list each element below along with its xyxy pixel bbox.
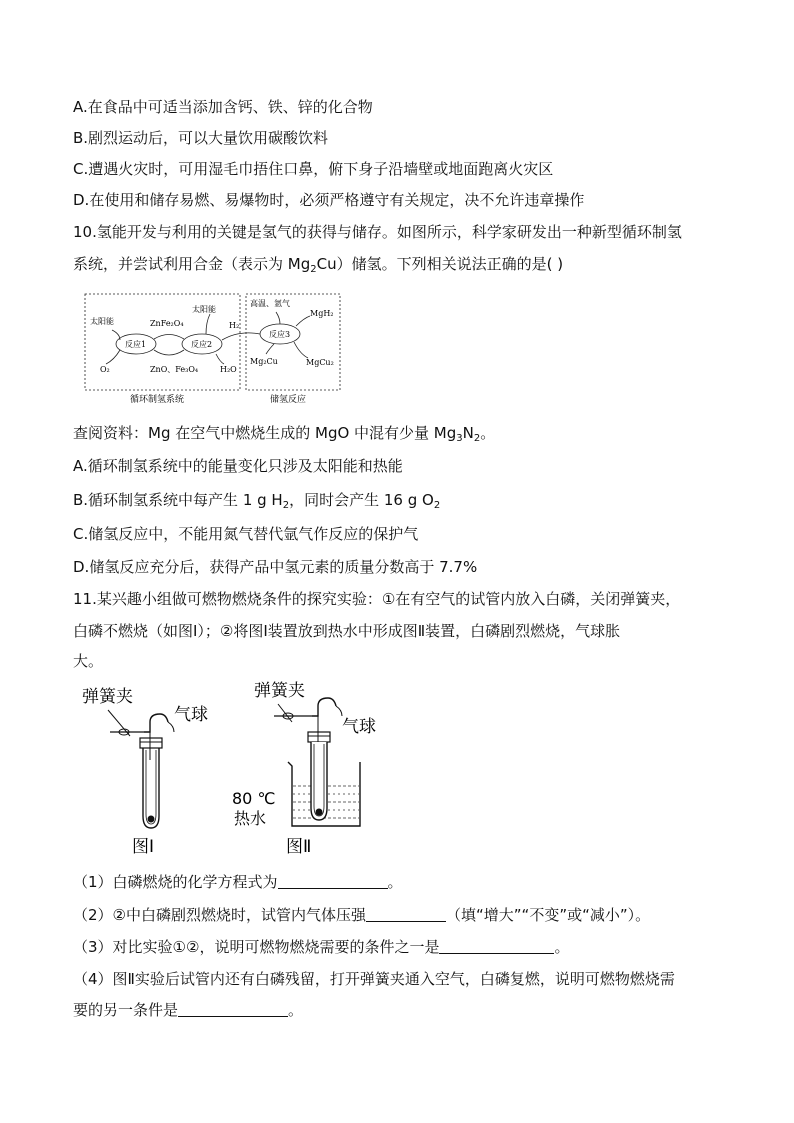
fig2-temperature-label: 80 ℃ xyxy=(232,789,276,808)
znfe2o4-label: ZnFe₂O₄ xyxy=(150,319,184,328)
o2-label: O₂ xyxy=(100,365,110,374)
q11-part4-line2: 要的另一条件是 。 xyxy=(73,1001,304,1019)
zno-fe3o4-label: ZnO、Fe₃O₄ xyxy=(150,365,199,374)
solar-label-2: 太阳能 xyxy=(192,305,216,314)
q9-option-a: A.在食品中可适当添加含钙、铁、锌的化合物 xyxy=(73,98,373,116)
q10-stem-line1: 10.氢能开发与利用的关键是氢气的获得与储存。如图所示，科学家研发出一种新型循环制氢 xyxy=(73,223,682,241)
q9-option-b: B.剧烈运动后，可以大量饮用碳酸饮料 xyxy=(73,129,329,147)
hydrogen-cycle-diagram xyxy=(84,292,344,404)
q11-stem-line3: 大。 xyxy=(73,652,104,670)
fig1-white-phosphorus xyxy=(148,816,155,823)
q9-option-c: C.遭遇火灾时，可用湿毛巾捂住口鼻，俯下身子沿墙壁或地面跑离火灾区 xyxy=(73,160,554,178)
cycle-system-box xyxy=(85,294,240,390)
fig1-caption: 图Ⅰ xyxy=(132,837,155,857)
q11-part3: （3）对比实验①②，说明可燃物燃烧需要的条件之一是 。 xyxy=(73,938,570,956)
answer-blank-3[interactable] xyxy=(439,938,554,954)
q9-option-d: D.在使用和储存易燃、易爆物时，必须严格遵守有关规定，决不允许违章操作 xyxy=(73,191,585,209)
q10-option-a: A.循环制氢系统中的能量变化只涉及太阳能和热能 xyxy=(73,457,403,475)
mgcu2-label: MgCu₂ xyxy=(306,358,334,367)
q11-part2: （2）②中白磷剧烈燃烧时，试管内气体压强 （填“增大”“不变”或“减小”）。 xyxy=(73,906,651,924)
fig2-balloon-label: 气球 xyxy=(342,717,376,737)
fig1-clip-label: 弹簧夹 xyxy=(82,687,133,707)
fig2-test-tube xyxy=(311,742,327,820)
q10-option-d: D.储氢反应充分后，获得产品中氢元素的质量分数高于 7.7% xyxy=(73,558,478,576)
q10-stem-line2: 系统，并尝试利用合金（表示为 $Mg_2Cu$）储氢。下列相关说法正确的是( ) xyxy=(73,255,564,275)
reaction3-label: 反应3 xyxy=(269,330,291,339)
answer-blank-1[interactable] xyxy=(278,873,388,889)
fig1-balloon-label: 气球 xyxy=(174,705,208,725)
storage-caption: 储氢反应 xyxy=(270,395,307,404)
reaction1-label: 反应1 xyxy=(125,340,147,349)
q11-part4-line1: （4）图Ⅱ实验后试管内还有白磷残留，打开弹簧夹通入空气，白磷复燃，说明可燃物燃烧需 xyxy=(73,970,675,988)
fig2-clip-label: 弹簧夹 xyxy=(254,681,305,701)
fig2-hot-water-label: 热水 xyxy=(234,809,267,828)
experiment-figures xyxy=(70,676,420,862)
reaction2-label: 反应2 xyxy=(191,340,213,349)
fig2-caption: 图Ⅱ xyxy=(286,837,312,857)
h2-label: H₂ xyxy=(229,321,240,330)
q10-option-b: B.循环制氢系统中每产生 1 g $H_2$，同时会产生 16 g $O_2$ xyxy=(73,491,441,511)
q10-reference-info: 查阅资料：Mg 在空气中燃烧生成的 MgO 中混有少量 $Mg_3N_2$。 xyxy=(73,424,496,444)
h2o-label: H₂O xyxy=(220,365,237,374)
q10-option-c: C.储氢反应中，不能用氮气替代氩气作反应的保护气 xyxy=(73,525,419,543)
q11-stem-line1: 11.某兴趣小组做可燃物燃烧条件的探究实验：①在有空气的试管内放入白磷，关闭弹簧夹， xyxy=(73,590,681,608)
condition-label: 高温、氩气 xyxy=(250,299,290,308)
fig2-white-phosphorus xyxy=(316,809,323,816)
answer-blank-4[interactable] xyxy=(178,1001,288,1017)
solar-label-1: 太阳能 xyxy=(90,317,114,326)
q11-part1: （1）白磷燃烧的化学方程式为 。 xyxy=(73,873,403,891)
mgh2-label: MgH₂ xyxy=(310,309,334,318)
mg2cu-label: Mg₂Cu xyxy=(250,357,278,366)
cycle-system-caption: 循环制氢系统 xyxy=(130,395,185,404)
q11-stem-line2: 白磷不燃烧（如图Ⅰ）；②将图Ⅰ装置放到热水中形成图Ⅱ装置，白磷剧烈燃烧，气球胀 xyxy=(73,622,621,640)
answer-blank-2[interactable] xyxy=(366,906,446,922)
